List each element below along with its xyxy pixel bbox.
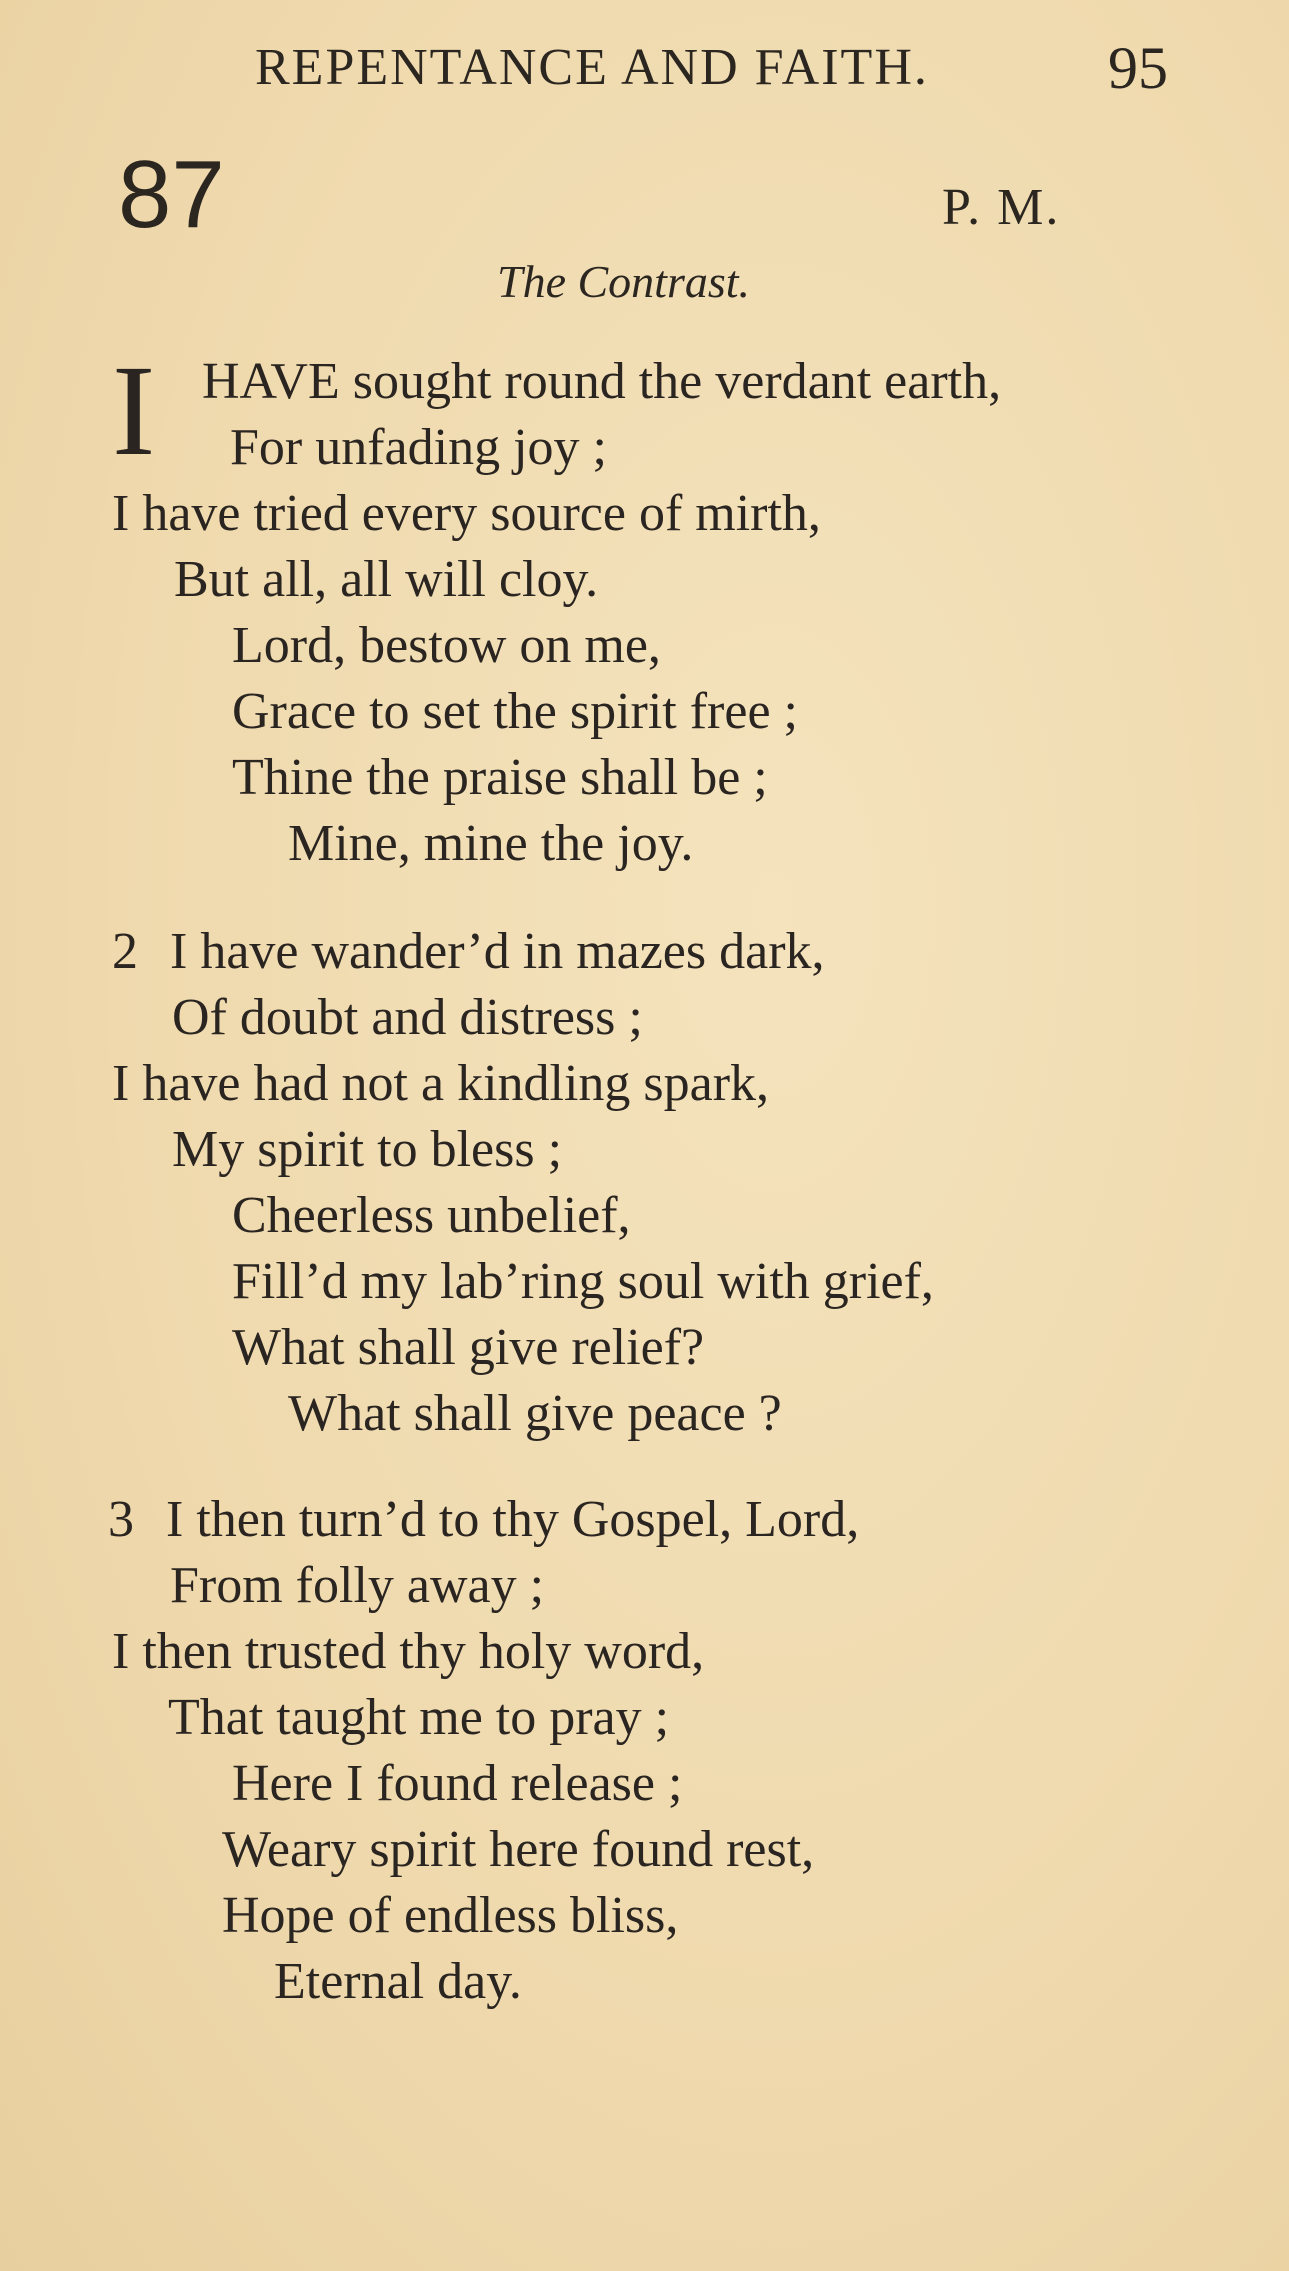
- stanza-2-line-8: What shall give peace ?: [288, 1385, 782, 1442]
- stanza-1-line-6: Grace to set the spirit free ;: [232, 683, 798, 740]
- stanza-2-line-7: What shall give relief?: [232, 1319, 705, 1376]
- stanza-2-line-1: I have wander’d in mazes dark,: [170, 923, 825, 980]
- stanza-1-line-7: Thine the praise shall be ;: [232, 749, 768, 806]
- stanza-1-line-2: For unfading joy ;: [230, 419, 607, 476]
- stanza-3-line-1: I then turn’d to thy Gospel, Lord,: [166, 1491, 860, 1548]
- stanza-1-line-8: Mine, mine the joy.: [288, 815, 694, 872]
- running-head: REPENTANCE AND FAITH.: [255, 39, 929, 96]
- stanza-3-line-4: That taught me to pray ;: [168, 1689, 670, 1746]
- stanza-3-line-8: Eternal day.: [274, 1953, 522, 2010]
- stanza-2-line-4: My spirit to bless ;: [172, 1121, 563, 1178]
- stanza-1-line-1: HAVE sought round the verdant earth,: [202, 353, 1002, 410]
- page-number: 95: [1108, 35, 1168, 101]
- stanza-3-line-5: Here I found release ;: [232, 1755, 683, 1812]
- stanza-1-line-3: I have tried every source of mirth,: [112, 485, 821, 542]
- stanza-1-line-4: But all, all will cloy.: [174, 551, 599, 608]
- stanza-2-line-2: Of doubt and distress ;: [172, 989, 643, 1046]
- hymn-meter: P. M.: [942, 179, 1061, 236]
- hymn-number: 87: [118, 141, 225, 248]
- stanza-3-number: 3: [108, 1491, 134, 1548]
- stanza-2-line-5: Cheerless unbelief,: [232, 1187, 631, 1244]
- stanza-2-line-3: I have had not a kindling spark,: [112, 1055, 770, 1112]
- stanza-3-line-7: Hope of endless bliss,: [222, 1887, 679, 1944]
- drop-cap: I: [112, 339, 156, 483]
- stanza-1-line-5: Lord, bestow on me,: [232, 617, 661, 674]
- stanza-3-line-2: From folly away ;: [170, 1557, 545, 1614]
- hymn-title: The Contrast.: [497, 256, 751, 307]
- stanza-3-line-3: I then trusted thy holy word,: [112, 1623, 705, 1680]
- stanza-2-number: 2: [112, 923, 138, 980]
- stanza-3-line-6: Weary spirit here found rest,: [222, 1821, 815, 1878]
- stanza-2-line-6: Fill’d my lab’ring soul with grief,: [232, 1253, 934, 1310]
